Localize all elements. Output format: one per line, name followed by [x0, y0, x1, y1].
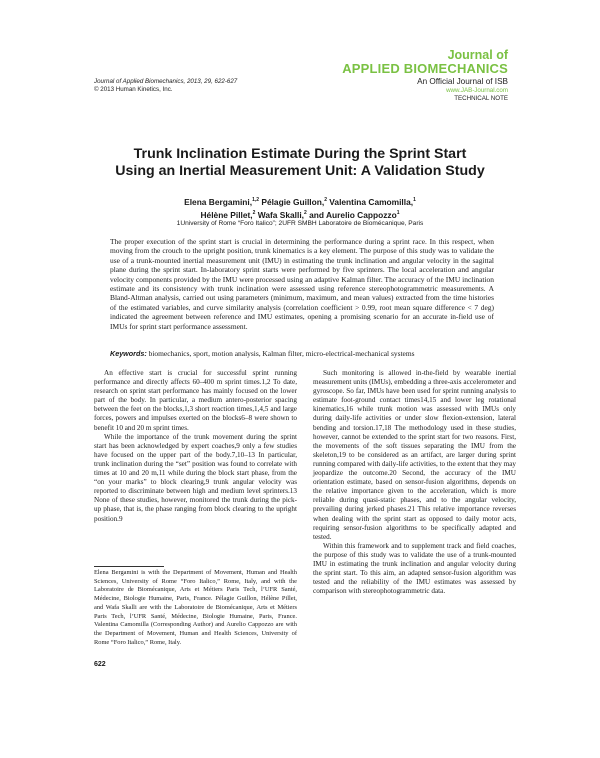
paper-title	[60, 146, 540, 180]
keywords-text: biomechanics, sport, motion analysis, Kalman filter, micro-electrical-mechanical systems	[148, 349, 415, 358]
journal-logo-block	[342, 49, 508, 103]
journal-citation: Journal of Applied Biomechanics, 2013, 29, 622-627	[94, 78, 238, 85]
abstract: The proper execution of the sprint start is crucial in determining the performance during a sprint race. In this respect, when moving from the crouch to the upright position, trunk kinematics is a key element. The purpose of this study was to validate the use of a trunk-mounted inertial measurement unit (IMU) in estimating the trunk inclination and angular velocity in the sagittal plane during the sprint start. In-laboratory sprint starts were performed by five sprinters. The local acceleration and angular velocity components provided by the IMU were processed using an adaptive Kalman filter. The accuracy of the IMU inclination estimate and its consistency with trunk inclination were assessed using reference stereophotogrammetric measurements. A Bland-Altman analysis, carried out using parameters (minimum, maximum, and mean values) extracted from the time histories of the estimated variables, and curve similarity analysis (correlation coefficient > 0.99, root mean square difference < 7 deg) indicated the agreement between reference and IMU estimates, opening a promising scenario for an accurate in-field use of IMUs for sprint start performance assessment.	[110, 237, 494, 331]
footnote-divider	[94, 566, 164, 567]
authors-line-2: Hélène Pillet,$^2$ Wafa Skalli,$^2$ and Aurelio Cappozzo$^1$	[200, 209, 400, 220]
title-line-2: Using an Inertial Measurement Unit: A Validation Study	[115, 163, 485, 179]
journal-logo-top: Journal of	[447, 48, 508, 62]
paragraph: While the importance of the trunk movement during the sprint start has been acknowledged by expert coaches,9 only a few studies have focused on the upper part of the body.7,10–13 In particular, trunk inclination during the “set” position was found to correlate with times at 10 and 20 m,11 while during the block start phase, from the “on your marks” to block clearing,9 trunk angular velocity was reported to discriminate between high and medium level sprinters.13 None of these studies, however, monitored the trunk during the pick-up phase, that is, the phase ranging from block clearing to the upright position.9	[94, 432, 297, 523]
paragraph: Such monitoring is allowed in-the-field by wearable inertial measurement units (IMUs), embedding a three-axis accelerometer and gyroscope. So far, IMUs have been used for sprint running analysis to estimate foot-ground contact times14,15 and lower leg rotational kinematics,16 while trunk motion was assessed with IMUs only during daily-life activities or under slow flexion-extension, lateral bending and torsion.17,18 The methodology used in these studies, however, cannot be extended to the sprint start for two reasons. First, the movements of the soft tissues separating the IMU from the skeleton,19 to be considered as an artifact, are larger during sprint running compared with daily-life activities, to the extent that they may jeopardize the outcome.20 Second, the accuracy of the IMU orientation estimate, based on sensor-fusion algorithms, depends on the relative importance given to the acceleration, which is more reliable during quasi-static phases, and to the angular velocity, prevailing during jerked phases.21 This relative importance reverses when dealing with the sprint start as opposed to daily motor acts, requiring sensor-fusion algorithms to be specifically adapted and tested.	[313, 369, 516, 541]
paragraph: Within this framework and to supplement track and field coaches, the purpose of this study was to validate the use of a trunk-mounted IMU in estimating the trunk inclination and angular velocity during the sprint start. To this aim, an adapted sensor-fusion algorithm was tested and the reliability of the IMU estimates was assessed by comparison with stereophotogrammetric data.	[313, 541, 516, 596]
affiliation: 1University of Rome “Foro Italico”; 2UFR SMBH Laboratoire de Biomécanique, Paris	[176, 220, 424, 227]
body-column-right	[313, 369, 516, 596]
authors-line-1: Elena Bergamini,$^{1,2}$ Pélagie Guillon,$^2$ Valentina Camomilla,$^1$	[184, 196, 416, 207]
journal-logo-main: APPLIED BIOMECHANICS	[342, 61, 508, 76]
title-line-1: Trunk Inclination Estimate During the Sprint Start	[133, 146, 467, 162]
paragraph: An effective start is crucial for successful sprint running performance and directly affects 60–400 m sprint times.1,2 To date, research on sprint start performance has mainly focused on the lower part of the body. In particular, a medium antero-posterior spacing between the feet on the blocks,1,3 short reaction times,1,4,5 and large forces, powers and impulses exerted on the blocks6–8 were shown to benefit 10 and 20 m sprint times.	[94, 369, 297, 432]
author-footnote: Elena Bergamini is with the Department of Movement, Human and Health Sciences, University of Rome “Foro Italico,” Rome, Italy, and with the Laboratoire de Biomécanique, Arts et Métiers Paris Tech, l’UFR Santé, Médecine, Biologie Humaine, Paris, France. Pélagie Guillon, Hélène Pillet, and Wafa Skalli are with the Laboratoire de Biomécanique, Arts et Métiers Paris Tech, l’UFR Santé, Médecine, Biologie Humaine, Paris, France. Valentina Camomilla (Corresponding Author) and Aurelio Cappozzo are with the Department of Movement, Human and Health Sciences, University of Rome “Foro Italico,” Rome, Italy.	[94, 569, 297, 646]
copyright-notice: © 2013 Human Kinetics, Inc.	[94, 86, 173, 93]
author-list	[60, 195, 540, 221]
page-number: 622	[94, 661, 106, 668]
keywords	[110, 349, 494, 358]
article-type: TECHNICAL NOTE	[454, 95, 508, 102]
body-column-left	[94, 369, 297, 524]
journal-url[interactable]: www.JAB-Journal.com	[446, 87, 508, 94]
keywords-label: Keywords:	[110, 349, 147, 358]
journal-header	[94, 78, 237, 94]
official-journal-line: An Official Journal of ISB	[417, 77, 508, 86]
